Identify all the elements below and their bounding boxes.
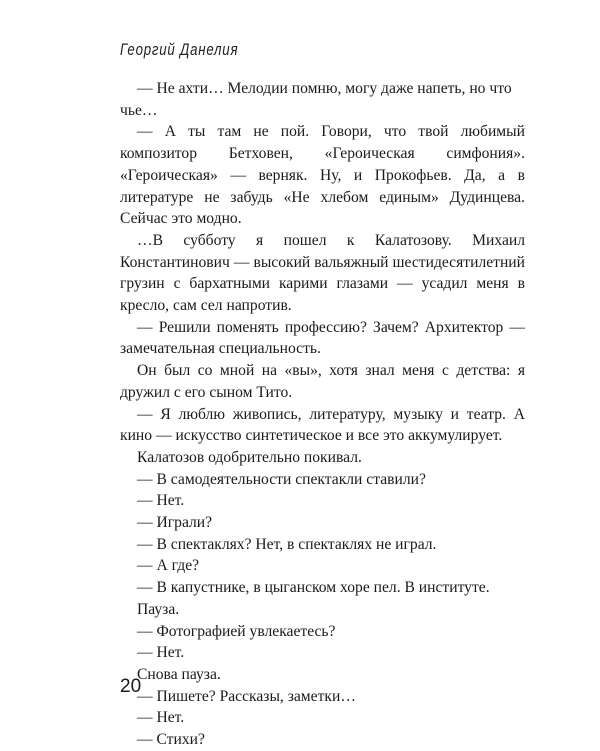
paragraph: — Я люблю живопись, литературу, музыку и театр. А кино — искусство синтетическое и все это аккумулирует. [120,405,525,445]
page-number: 20 [120,676,142,697]
paragraph: Он был со мной на «вы», хотя знал меня с детства: я дружил с его сыном Тито. [120,362,525,401]
body-text [120,78,525,751]
paragraph: Калатозов одобрительно покивал. [137,448,362,466]
paragraph: — В спектаклях? Нет, в спектаклях не играл. [137,535,437,553]
paragraph: — Не ахти… Мелодии помню, могу даже напеть, но что чье… [120,80,512,119]
paragraph: — Пишете? Рассказы, заметки… [137,687,356,705]
paragraph: Снова пауза. [137,665,221,683]
paragraph: — А ты там не пой. Говори, что твой любимый композитор Бетховен, «Героическая симфония». «Героическая» — верняк. Ну, и Прокофьев. Да, а в литературе не забудь «Не хлебом единым» Дудинцева. Сейчас это модно. [120,123,525,228]
paragraph: — Нет. [137,492,185,510]
paragraph: — Фотографией увлекаетесь? [137,622,336,640]
paragraph: — Нет. [137,709,185,727]
running-header: Георгий Данелия [120,40,239,59]
paragraph: — Стихи? [137,731,205,749]
paragraph: …В субботу я пошел к Калатозову. Михаил Константинович — высокий вальяжный шестидесятилетний грузин с бархатными карими глазами — усадил меня в кресло, сам сел напротив. [120,231,525,315]
paragraph: — В капустнике, в цыганском хоре пел. В институте. [137,579,490,597]
paragraph: — Решили поменять профессию? Зачем? Архитектор — замечательная специальность. [120,318,525,358]
paragraph: — А где? [137,557,200,575]
paragraph: Пауза. [137,600,180,618]
paragraph: — В самодеятельности спектакли ставили? [137,470,426,488]
paragraph: — Нет. [137,644,185,662]
paragraph: — Играли? [137,514,213,532]
